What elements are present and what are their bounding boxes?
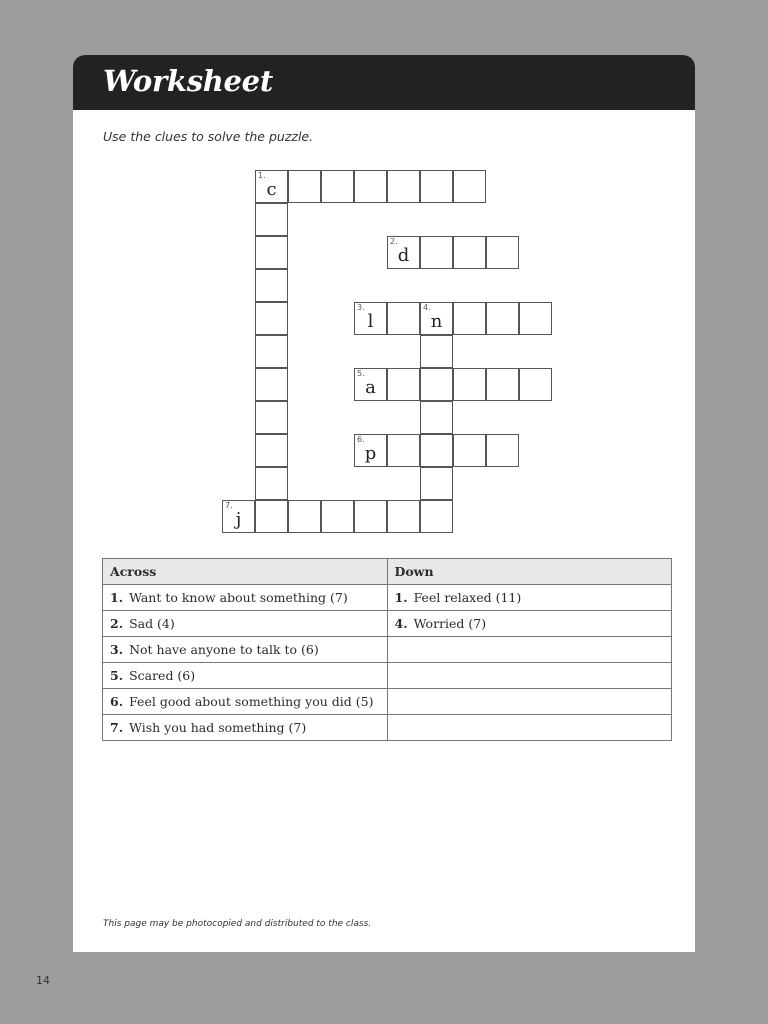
clue-number-label: 3. [357, 303, 365, 312]
crossword-cell [255, 302, 288, 335]
crossword-cell [255, 500, 288, 533]
down-clue [387, 611, 672, 637]
crossword-cell [288, 170, 321, 203]
crossword-cell [321, 500, 354, 533]
crossword-cell [453, 236, 486, 269]
crossword-cell [519, 368, 552, 401]
crossword-cell [255, 236, 288, 269]
across-clue [103, 637, 388, 663]
worksheet-title: Worksheet [103, 64, 273, 98]
crossword-cell [255, 434, 288, 467]
crossword-cell [420, 434, 453, 467]
given-letter: d [397, 245, 410, 266]
clue-number-label: 1. [258, 171, 266, 180]
given-letter: c [266, 179, 277, 200]
across-clue-text: Not have anyone to talk to (6) [129, 642, 319, 657]
crossword-cell [387, 170, 420, 203]
across-clue-text: Want to know about something (7) [129, 590, 348, 605]
down-clue [387, 585, 672, 611]
given-letter: n [430, 311, 443, 332]
clue-row [103, 689, 672, 715]
given-letter: p [364, 443, 377, 464]
across-clue-number: 2. [110, 616, 124, 631]
crossword-cell [354, 500, 387, 533]
across-clue-text: Feel good about something you did (5) [129, 694, 374, 709]
across-clue [103, 585, 388, 611]
crossword-cell [222, 500, 255, 533]
across-header: Across [103, 559, 388, 585]
clues-header-row [103, 559, 672, 585]
across-clue [103, 611, 388, 637]
across-clue-text: Wish you had something (7) [129, 720, 307, 735]
down-clue-text: Worried (7) [413, 616, 487, 631]
crossword-cell [486, 368, 519, 401]
crossword-cell [420, 368, 453, 401]
clue-number-label: 2. [390, 237, 398, 246]
clue-row [103, 611, 672, 637]
across-clue-number: 5. [110, 668, 124, 683]
crossword-cell [420, 335, 453, 368]
crossword-cell [519, 302, 552, 335]
clue-number-label: 6. [357, 435, 365, 444]
crossword-cell [420, 401, 453, 434]
clue-number-label: 5. [357, 369, 365, 378]
across-clue-number: 1. [110, 590, 124, 605]
crossword-cell [453, 302, 486, 335]
crossword-cell [354, 434, 387, 467]
crossword-cell [453, 368, 486, 401]
given-letter: a [365, 377, 376, 398]
clue-row [103, 715, 672, 741]
crossword-cell [255, 203, 288, 236]
down-clue [387, 689, 672, 715]
page-number: 14 [36, 974, 50, 987]
crossword-cell [387, 434, 420, 467]
crossword-cell [420, 170, 453, 203]
crossword-cell [255, 368, 288, 401]
across-clue [103, 663, 388, 689]
clue-row [103, 663, 672, 689]
given-letter: l [367, 311, 374, 332]
crossword-cell [486, 302, 519, 335]
clue-number-label: 4. [423, 303, 431, 312]
across-clue-text: Scared (6) [129, 668, 196, 683]
clue-row [103, 585, 672, 611]
crossword-cell [288, 500, 321, 533]
crossword-cell [420, 500, 453, 533]
crossword-cell [387, 500, 420, 533]
clue-row [103, 637, 672, 663]
crossword-cell [354, 368, 387, 401]
crossword-cell [255, 170, 288, 203]
crossword-cell [387, 368, 420, 401]
crossword-cell [420, 302, 453, 335]
down-header: Down [387, 559, 672, 585]
across-clue [103, 715, 388, 741]
across-clue-number: 7. [110, 720, 124, 735]
crossword-cell [354, 170, 387, 203]
down-clue-text: Feel relaxed (11) [413, 590, 522, 605]
crossword-cell [486, 434, 519, 467]
crossword-cell [387, 302, 420, 335]
crossword-cell [321, 170, 354, 203]
across-clue-number: 6. [110, 694, 124, 709]
crossword-cell [453, 170, 486, 203]
crossword-cell [486, 236, 519, 269]
crossword-cell [255, 467, 288, 500]
crossword-cell [420, 236, 453, 269]
photocopy-note: This page may be photocopied and distributed to the class. [103, 919, 372, 929]
down-clue [387, 637, 672, 663]
crossword-cell [453, 434, 486, 467]
across-clue-text: Sad (4) [129, 616, 175, 631]
crossword-cell [255, 401, 288, 434]
instructions: Use the clues to solve the puzzle. [103, 129, 314, 144]
crossword-cell [420, 467, 453, 500]
across-clue [103, 689, 388, 715]
across-clue-number: 3. [110, 642, 124, 657]
clues-table [102, 558, 672, 741]
down-clue-number: 1. [394, 590, 408, 605]
down-clue-number: 4. [394, 616, 408, 631]
crossword-cell [387, 236, 420, 269]
down-clue [387, 715, 672, 741]
crossword-cell [255, 269, 288, 302]
crossword-cell [255, 335, 288, 368]
given-letter: j [235, 509, 242, 530]
clue-number-label: 7. [225, 501, 233, 510]
down-clue [387, 663, 672, 689]
crossword-cell [354, 302, 387, 335]
